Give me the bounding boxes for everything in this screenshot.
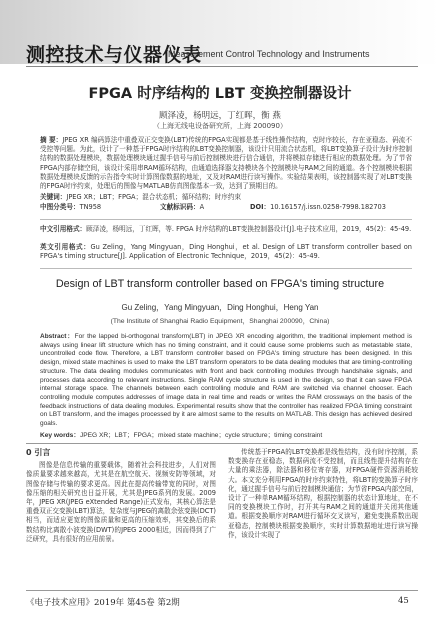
abstract-en — [40, 333, 412, 429]
section-heading: 0 引言 — [26, 448, 51, 457]
keywords-en-label: Key words： — [40, 432, 80, 439]
doi-value: 10.16157/j.issn.0258-7998.182703 — [270, 203, 386, 211]
abstract-en-label: Abstract： — [40, 333, 75, 340]
doc-code-value: A — [199, 203, 205, 211]
affiliation-en: (The Institute of Shanghai Radio Equipment，Shanghai 200090，China) — [110, 318, 330, 325]
header-rule — [26, 66, 418, 67]
clc-value: TN958 — [79, 203, 102, 211]
abstract-cn — [40, 136, 412, 191]
doc-code-label: 文献标识码： — [160, 203, 200, 211]
page-number: 45 — [398, 596, 409, 606]
body-paragraph: 传统基于FPGA的LBT变换都是线性结构，没有时序控制，系数变换存在亚稳态，数据码流不受控制，而且线性提升结构存在大量的乘法器，除法器和移位寄存器，对FPGA硬件资源消耗较大。本文充分利用FPGA的时序约束特性，将LBT的变换算子时序化，通过握手信号与前后控制模块通信；为节省FPGA内部空间，设计了一种单RAM循环结构，根据控制器的状态计算地址，在不同的变换模块工作时，打开其与RAM之间的通道并关闭其他通道。根据变换顺序对RAM进行循环交叉读写，避免变换系数出现亚稳态，控制模块根据变换顺序，实时计算数据地址进行读写操作，该设计实现了 — [228, 448, 418, 539]
abstract-cn-text: JPEG XR 编码算法中重叠双正交变换(LBT)传统的FPGA实现都是基于线性操作结构，克时序较长，存在亚稳态、码流不受控等问题。为此，设计了一种基于FPGA时序结构的LBT变换控制器，该设计只用流合状态机，将LBT变换算子设计为时序控制结构的数据处理模块，数据处理模块通过握手信号与前后控制模块进行信合通信，并将模拟存储进行相应的数据处理。为了节省FPGA内部存储空间，该设计采用串RAM循环结构，由通道选择器支持模块各个控制模块与RAM之间的通道。各个控制模块根据数据处理模块反馈的示告指令实时计算图像数据的地址，又及对RAM进行读写操作。实验结果表明，该控制器实现了对LBT变换的FPGA时序约束，处理后的图像与MATLAB仿真图像基本一致，达到了预期目的。 — [40, 136, 412, 191]
body-paragraph: 图像是信息传输的重要载体，随着社会科技进步，人们对图像质量要求越来越高，尤其是在航空航天、视频安防等领域，对图像存储与传输的要求更高。因此在提高传输带宽的同时，对图像压缩的相关研究也日益开展，尤其是JPEG系列的发展。2009年，JPEG XR(JPEG eXtended Range)正式发布，其核心算法是重叠双正交变换(LBT)算法，复杂度与JPEG的离散余弦变换(DCT)相当，而适应更宽的图像质量和更高的压缩效率，其变换后的系数结构比离散小波变换(DWT)的JPEG 2000相近，因而得到了广泛研究，具有很好的应用前景。 — [26, 461, 216, 543]
body-column-left — [26, 448, 216, 566]
keywords-en-text: JPEG XR；LBT；FPGA；mixed state machine；cycle structure；timing constraint — [79, 432, 323, 439]
clc-label: 中图分类号： — [40, 203, 80, 211]
citation-en-text: Gu Zeling，Yang Mingyuan，Ding Honghui，et al. Design of LBT transform controller based on FPGA's timing structure[J]. Application of Electronic Technique，2019，45(2)：45-49. — [40, 243, 412, 261]
journal-name-cn: 测控技术与仪器仪表 — [26, 44, 202, 66]
citation-en-label: 英文引用格式： — [40, 243, 91, 251]
footer-journal-issue: 《电子技术应用》2019年 第45卷 第2期 — [26, 598, 180, 608]
authors-cn: 顾泽凌，杨明远，丁红晖，衡 燕 — [159, 111, 281, 121]
abstract-cn-label: 摘 要： — [40, 136, 63, 144]
keywords-cn-label: 关键词： — [40, 193, 67, 201]
authors-en: Gu Zeling，Yang Mingyuan，Ding Honghui，Heng Yan — [121, 303, 319, 312]
body-column-right — [228, 448, 418, 566]
doi-label: DOI： — [250, 203, 271, 211]
paper-title-en: Design of LBT transform controller based on FPGA's timing structure — [55, 278, 385, 290]
citation-cn-label: 中文引用格式： — [40, 225, 87, 233]
divider — [26, 443, 418, 444]
paper-title-cn: FPGA 时序结构的 LBT 变换控制器设计 — [88, 86, 352, 102]
journal-name-en: Measurement Control Technology and Instruments — [168, 49, 370, 59]
divider — [40, 268, 412, 269]
keywords-cn-text: JPEG XR；LBT；FPGA；混合状态机；循环结构；时序约束 — [66, 193, 242, 201]
abstract-en-text: For the lapped bi-orthogonal transform(LBT) in JPEG XR encoding algorithm, the traditional implement method is always using linear lift structure which has no timing constraint, and it could cause some problems such as metastable state, uncontrolled code flow. Therefore, a LBT transform controller based on FPGA's timing structure has been designed. In this design, mixed state machines is used to make the LBT transform operators to be data dealing modules that are timing-controlling structure. The data dealing modules communicates with front and back controlling modules through handshake signals, and processes data according to relevant instructions. Single RAM cycle structure is used in the design, so that it can save FPGA internal storage space. The channels between each controlling module and RAM are switched via channel chooser. Each controlling module computes addresses of image data in real time and reads or writes the RAM crossways on the basis of the feedback instructions of data dealing modules. Experimental results show that the controller has realized FPGA timing constraint on LBT transform, and the images processed by it are almost same to the results on MATLAB. This design has achieved desired goals. — [40, 333, 412, 428]
keywords-en — [40, 431, 412, 440]
affiliation-cn: （上海无线电设备研究所，上海 200090） — [153, 122, 287, 130]
footer-rule — [26, 590, 418, 591]
keywords-cn — [40, 193, 412, 202]
citation-cn — [40, 225, 412, 234]
citation-en — [40, 243, 412, 261]
citation-cn-text: 顾泽凌，杨明远，丁红晖，等. FPGA 时序结构的LBT变换控制器设计[J].电子技术应用，2019，45(2)：45-49. — [86, 225, 412, 233]
divider — [40, 219, 412, 220]
classification-line — [40, 203, 412, 212]
